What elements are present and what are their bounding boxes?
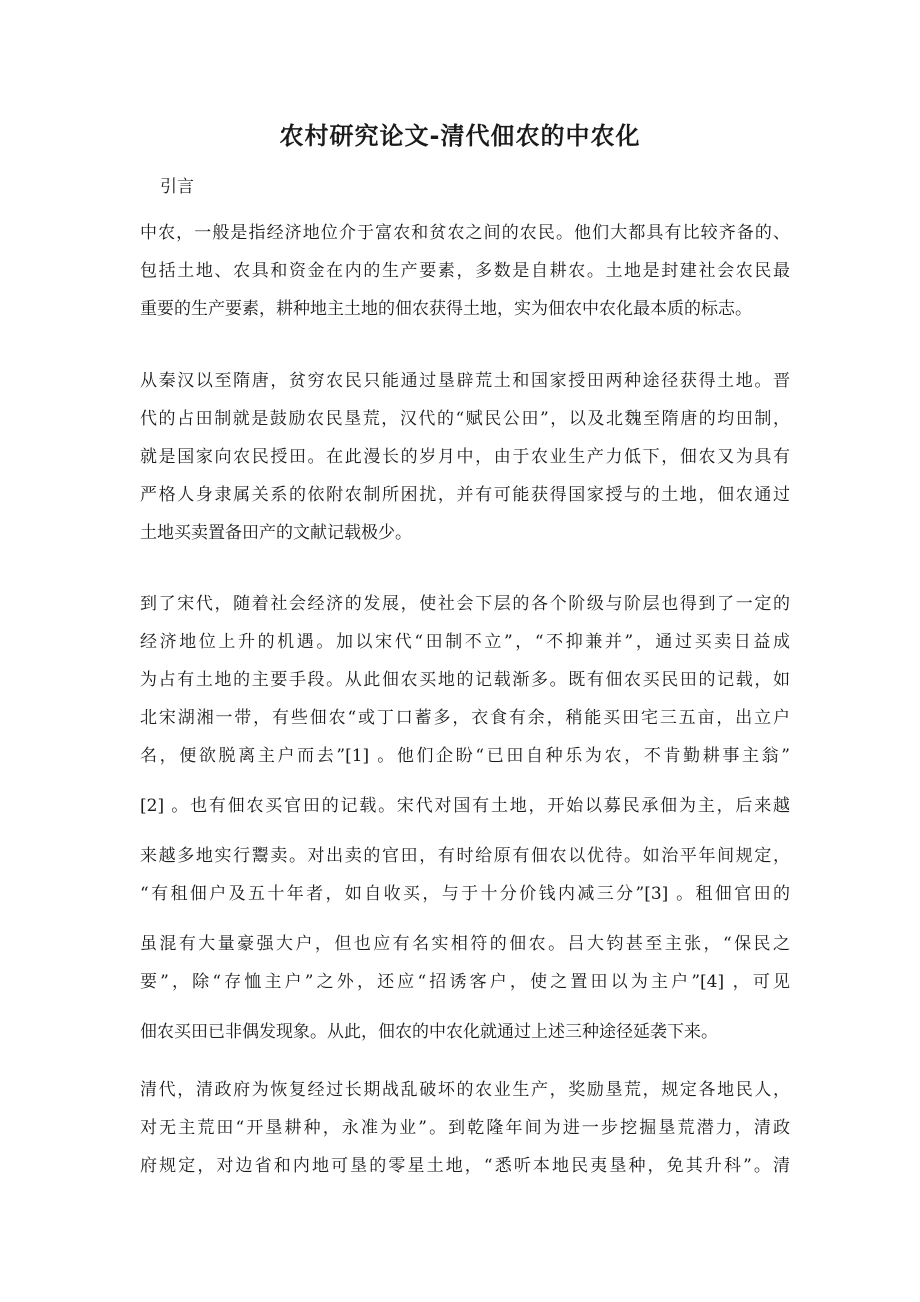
paragraph-line: 对无主荒田“开垦耕种，永准为业”。到乾隆年间为进一步挖掘垦荒潜力，清政 xyxy=(140,1118,790,1138)
paragraph-line: 要”，除“存恤主户”之外，还应“招诱客户，使之置田以为主户”[4] ，可见 xyxy=(140,972,790,992)
paragraph-line: 名，便欲脱离主户而去”[1] 。他们企盼“已田自种乐为农，不肯勤耕事主翁” xyxy=(140,746,790,766)
paragraph-line: 从秦汉以至隋唐，贫穷农民只能通过垦辟荒土和国家授田两种途径获得土地。晋 xyxy=(140,371,790,391)
paragraph-line: “有租佃户及五十年者，如自收买，与于十分价钱内减三分”[3] 。租佃官田的 xyxy=(140,884,790,904)
paragraph-line: 清代，清政府为恢复经过长期战乱破坏的农业生产，奖励垦荒，规定各地民人， xyxy=(140,1080,790,1100)
paragraph-line: 佃农买田已非偶发现象。从此，佃农的中农化就通过上述三种途径延袭下来。 xyxy=(140,1022,718,1042)
paragraph-line: 土地买卖置备田产的文献记载极少。 xyxy=(140,523,412,543)
paragraph-line: 北宋湖湘一带，有些佃农“或丁口蓄多，衣食有余，稍能买田宅三五亩，出立户 xyxy=(140,708,790,728)
paragraph-line: [2] 。也有佃农买官田的记载。宋代对国有土地，开始以募民承佃为主，后来越 xyxy=(140,796,790,816)
paragraph-line: 中农，一般是指经济地位介于富农和贫农之间的农民。他们大都具有比较齐备的、 xyxy=(140,223,790,243)
paragraph-3 xyxy=(140,596,790,1041)
paragraph-4 xyxy=(140,1082,790,1175)
paragraph-line: 重要的生产要素，耕种地主土地的佃农获得土地，实为佃农中农化最本质的标志。 xyxy=(140,299,752,319)
paragraph-line: 包括土地、农具和资金在内的生产要素，多数是自耕农。土地是封建社会农民最 xyxy=(140,261,790,281)
paragraph-line: 来越多地实行鬻卖。对出卖的官田，有时给原有佃农以优待。如治平年间规定， xyxy=(140,846,790,866)
paragraph-line: 到了宋代，随着社会经济的发展，使社会下层的各个阶级与阶层也得到了一定的 xyxy=(140,594,790,614)
paragraph-line: 为占有土地的主要手段。从此佃农买地的记载渐多。既有佃农买民田的记载，如 xyxy=(140,670,790,690)
section-heading-intro: 引言 xyxy=(160,177,194,197)
document-title: 农村研究论文-清代佃农的中农化 xyxy=(279,122,641,150)
paragraph-line: 代的占田制就是鼓励农民垦荒，汉代的“赋民公田”，以及北魏至隋唐的均田制， xyxy=(140,409,790,429)
paragraph-line: 府规定，对边省和内地可垦的零星土地，“悉听本地民夷垦种，免其升科”。清 xyxy=(140,1156,790,1176)
paragraph-line: 虽混有大量豪强大户，但也应有名实相符的佃农。吕大钧甚至主张，“保民之 xyxy=(140,934,790,954)
paragraph-line: 严格人身隶属关系的依附农制所困扰，并有可能获得国家授与的土地，佃农通过 xyxy=(140,485,790,505)
paragraph-line: 经济地位上升的机遇。加以宋代“田制不立”，“不抑兼并”，通过买卖日益成 xyxy=(140,632,790,652)
paragraph-line: 就是国家向农民授田。在此漫长的岁月中，由于农业生产力低下，佃农又为具有 xyxy=(140,447,790,467)
paragraph-1 xyxy=(140,225,790,318)
paragraph-2 xyxy=(140,373,790,542)
